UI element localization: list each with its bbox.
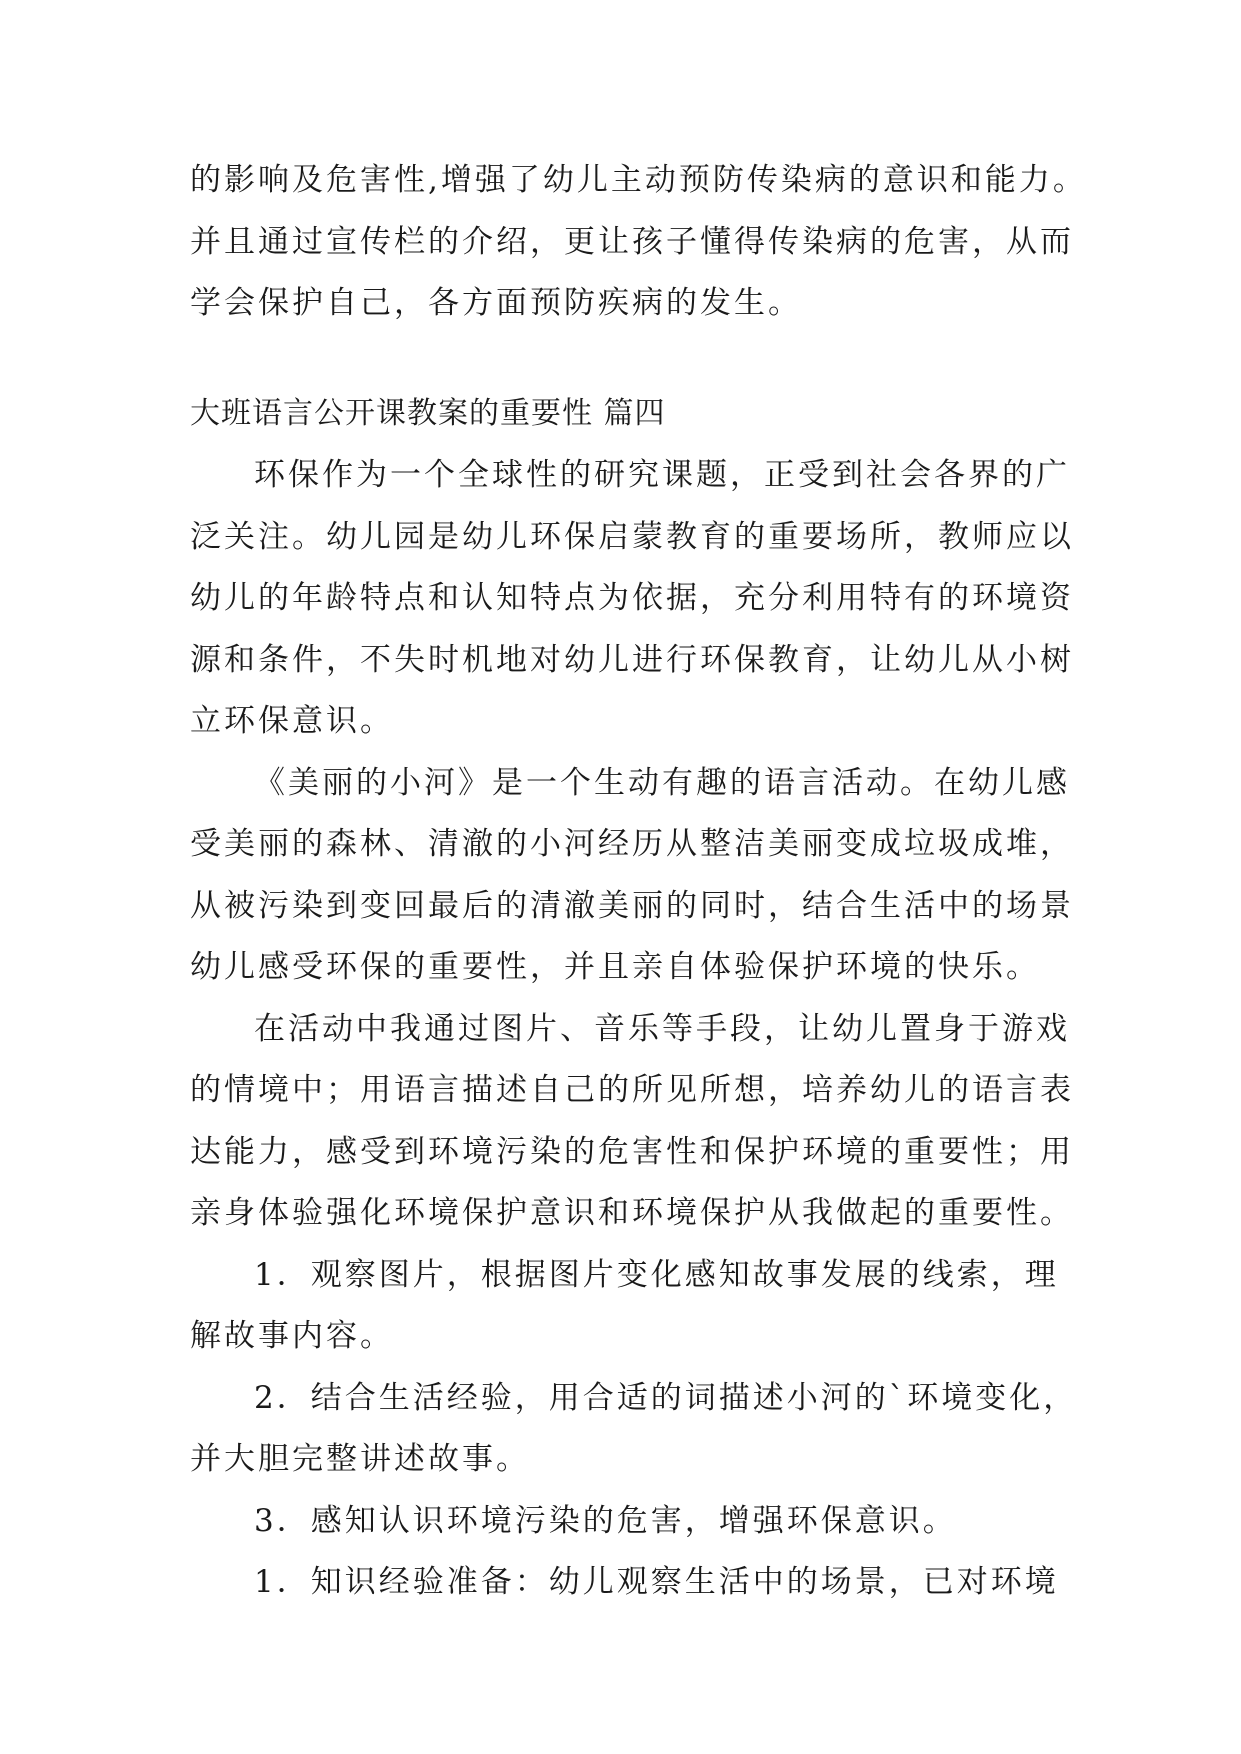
text-line: 的情境中；用语言描述自己的所见所想，培养幼儿的语言表 [190, 1072, 1074, 1108]
text-line: 立环保意识。 [190, 703, 394, 739]
text-line: 达能力，感受到环境污染的危害性和保护环境的重要性；用 [190, 1134, 1074, 1170]
text-line: 在活动中我通过图片、音乐等手段，让幼儿置身于游戏 [254, 1011, 1070, 1047]
text-line: 并大胆完整讲述故事。 [190, 1441, 530, 1477]
text-line: 幼儿的年龄特点和认知特点为依据，充分利用特有的环境资 [190, 580, 1074, 616]
text-line: 受美丽的森林、清澈的小河经历从整洁美丽变成垃圾成堆， [190, 826, 1074, 862]
text-line: 幼儿感受环保的重要性，并且亲自体验保护环境的快乐。 [190, 949, 1040, 985]
text-line: 的影响及危害性,增强了幼儿主动预防传染病的意识和能力。 [190, 162, 1087, 198]
text-line: 解故事内容。 [190, 1318, 394, 1354]
text-line: 并且通过宣传栏的介绍，更让孩子懂得传染病的危害，从而 [190, 224, 1074, 260]
list-item: 2．结合生活经验，用合适的词描述小河的`环境变化， [254, 1380, 1078, 1416]
list-item: 1．观察图片，根据图片变化感知故事发展的线索，理 [254, 1257, 1059, 1293]
list-item: 1．知识经验准备：幼儿观察生活中的场景，已对环境 [254, 1564, 1059, 1600]
text-line: 《美丽的小河》是一个生动有趣的语言活动。在幼儿感 [254, 765, 1070, 801]
text-line: 从被污染到变回最后的清澈美丽的同时，结合生活中的场景 [190, 888, 1074, 924]
text-line: 泛关注。幼儿园是幼儿环保启蒙教育的重要场所，教师应以 [190, 519, 1074, 555]
list-item: 3．感知认识环境污染的危害，增强环保意识。 [254, 1503, 957, 1539]
text-line: 环保作为一个全球性的研究课题，正受到社会各界的广 [254, 457, 1070, 493]
text-line: 亲身体验强化环境保护意识和环境保护从我做起的重要性。 [190, 1195, 1074, 1231]
section-title: 大班语言公开课教案的重要性 篇四 [190, 396, 666, 431]
text-line: 学会保护自己，各方面预防疾病的发生。 [190, 285, 802, 321]
text-line: 源和条件，不失时机地对幼儿进行环保教育，让幼儿从小树 [190, 642, 1074, 678]
